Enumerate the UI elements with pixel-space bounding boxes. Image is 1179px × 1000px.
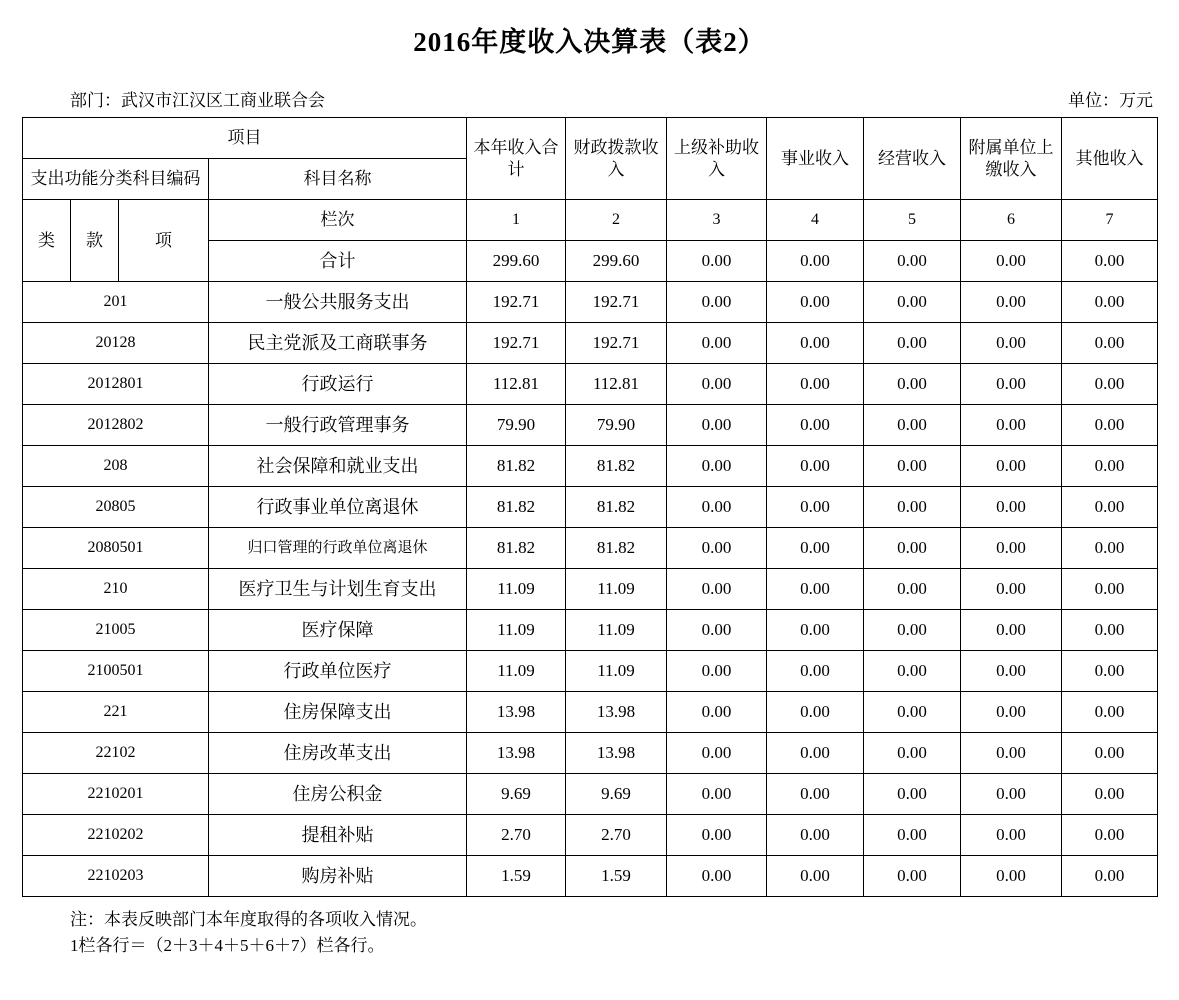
row-value-4: 0.00 [767, 856, 864, 897]
row-code: 2210202 [23, 815, 209, 856]
row-value-2: 81.82 [566, 528, 667, 569]
row-value-2: 11.09 [566, 651, 667, 692]
row-value-3: 0.00 [667, 569, 767, 610]
header-col-1: 本年收入合计 [467, 118, 566, 200]
row-value-2: 112.81 [566, 364, 667, 405]
row-value-6: 0.00 [961, 774, 1062, 815]
row-name: 住房保障支出 [209, 692, 467, 733]
row-name: 归口管理的行政单位离退休 [209, 528, 467, 569]
row-name: 购房补贴 [209, 856, 467, 897]
row-code: 2100501 [23, 651, 209, 692]
row-name: 一般行政管理事务 [209, 405, 467, 446]
row-value-2: 9.69 [566, 774, 667, 815]
row-value-4: 0.00 [767, 610, 864, 651]
page-title: 2016年度收入决算表（表2） [413, 27, 766, 57]
row-value-6: 0.00 [961, 528, 1062, 569]
document-page [0, 22, 1179, 1000]
row-value-6: 0.00 [961, 651, 1062, 692]
note-line-2: 1栏各行＝（2＋3＋4＋5＋6＋7）栏各行。 [70, 936, 385, 956]
total-value-5: 0.00 [864, 241, 961, 282]
row-value-2: 11.09 [566, 569, 667, 610]
row-code: 221 [23, 692, 209, 733]
row-code: 2210201 [23, 774, 209, 815]
header-col-7: 其他收入 [1062, 118, 1158, 200]
table-row [23, 569, 1158, 610]
header-col-4: 事业收入 [767, 118, 864, 200]
row-value-7: 0.00 [1062, 364, 1158, 405]
row-value-7: 0.00 [1062, 569, 1158, 610]
row-code: 2012802 [23, 405, 209, 446]
table-row [23, 774, 1158, 815]
row-value-3: 0.00 [667, 774, 767, 815]
row-value-3: 0.00 [667, 487, 767, 528]
table-row [23, 733, 1158, 774]
table-row [23, 856, 1158, 897]
header-col-2: 财政拨款收入 [566, 118, 667, 200]
row-name: 住房改革支出 [209, 733, 467, 774]
department-label: 部门：武汉市江汉区工商业联合会 [70, 91, 325, 110]
row-value-3: 0.00 [667, 446, 767, 487]
note-line-1: 注：本表反映部门本年度取得的各项收入情况。 [70, 910, 427, 929]
row-value-3: 0.00 [667, 651, 767, 692]
row-value-1: 112.81 [467, 364, 566, 405]
header-row-index-label: 栏次 [209, 200, 467, 241]
total-value-2: 299.60 [566, 241, 667, 282]
row-value-2: 192.71 [566, 323, 667, 364]
row-value-5: 0.00 [864, 651, 961, 692]
row-value-2: 81.82 [566, 446, 667, 487]
row-name: 住房公积金 [209, 774, 467, 815]
row-value-6: 0.00 [961, 610, 1062, 651]
row-name: 行政运行 [209, 364, 467, 405]
column-number-2: 2 [566, 200, 667, 241]
row-value-4: 0.00 [767, 446, 864, 487]
row-value-7: 0.00 [1062, 405, 1158, 446]
row-value-6: 0.00 [961, 405, 1062, 446]
row-value-3: 0.00 [667, 815, 767, 856]
row-value-5: 0.00 [864, 528, 961, 569]
row-code: 2080501 [23, 528, 209, 569]
row-value-2: 2.70 [566, 815, 667, 856]
row-value-5: 0.00 [864, 487, 961, 528]
row-code: 20805 [23, 487, 209, 528]
row-value-1: 11.09 [467, 610, 566, 651]
row-value-2: 192.71 [566, 282, 667, 323]
row-value-7: 0.00 [1062, 692, 1158, 733]
row-value-2: 81.82 [566, 487, 667, 528]
row-value-2: 13.98 [566, 692, 667, 733]
row-value-1: 11.09 [467, 651, 566, 692]
row-value-5: 0.00 [864, 856, 961, 897]
row-value-1: 81.82 [467, 487, 566, 528]
row-value-3: 0.00 [667, 733, 767, 774]
row-value-5: 0.00 [864, 282, 961, 323]
header-col-kuan: 款 [71, 200, 119, 282]
row-value-7: 0.00 [1062, 487, 1158, 528]
header-col-xiang: 项 [119, 200, 209, 282]
column-number-3: 3 [667, 200, 767, 241]
income-final-accounts-table [22, 117, 1158, 897]
row-value-1: 2.70 [467, 815, 566, 856]
row-value-6: 0.00 [961, 282, 1062, 323]
header-subject-name: 科目名称 [209, 159, 467, 200]
row-name: 医疗保障 [209, 610, 467, 651]
row-value-5: 0.00 [864, 733, 961, 774]
row-value-5: 0.00 [864, 692, 961, 733]
row-name: 医疗卫生与计划生育支出 [209, 569, 467, 610]
table-row [23, 446, 1158, 487]
meta-row [22, 86, 1157, 111]
total-value-3: 0.00 [667, 241, 767, 282]
table-notes [22, 907, 1157, 960]
header-col-class: 类 [23, 200, 71, 282]
row-value-1: 81.82 [467, 446, 566, 487]
total-value-7: 0.00 [1062, 241, 1158, 282]
row-value-6: 0.00 [961, 692, 1062, 733]
table-row [23, 651, 1158, 692]
header-func-code-group: 支出功能分类科目编码 [23, 159, 209, 200]
row-code: 210 [23, 569, 209, 610]
row-value-6: 0.00 [961, 487, 1062, 528]
row-value-4: 0.00 [767, 815, 864, 856]
row-name: 一般公共服务支出 [209, 282, 467, 323]
column-number-4: 4 [767, 200, 864, 241]
row-value-6: 0.00 [961, 569, 1062, 610]
row-value-5: 0.00 [864, 569, 961, 610]
row-value-4: 0.00 [767, 651, 864, 692]
row-value-7: 0.00 [1062, 815, 1158, 856]
row-name: 行政单位医疗 [209, 651, 467, 692]
row-value-1: 81.82 [467, 528, 566, 569]
row-value-7: 0.00 [1062, 651, 1158, 692]
row-code: 22102 [23, 733, 209, 774]
total-value-4: 0.00 [767, 241, 864, 282]
column-number-1: 1 [467, 200, 566, 241]
row-value-7: 0.00 [1062, 774, 1158, 815]
table-row [23, 282, 1158, 323]
row-value-7: 0.00 [1062, 733, 1158, 774]
row-value-4: 0.00 [767, 364, 864, 405]
row-value-4: 0.00 [767, 405, 864, 446]
row-value-3: 0.00 [667, 282, 767, 323]
row-value-6: 0.00 [961, 323, 1062, 364]
row-code: 20128 [23, 323, 209, 364]
row-value-5: 0.00 [864, 446, 961, 487]
total-row-label: 合计 [209, 241, 467, 282]
table-header-row-item [23, 118, 1158, 159]
row-value-6: 0.00 [961, 364, 1062, 405]
row-value-3: 0.00 [667, 856, 767, 897]
header-col-6: 附属单位上缴收入 [961, 118, 1062, 200]
row-value-5: 0.00 [864, 610, 961, 651]
row-value-1: 79.90 [467, 405, 566, 446]
row-value-2: 79.90 [566, 405, 667, 446]
row-value-3: 0.00 [667, 610, 767, 651]
table-row [23, 405, 1158, 446]
column-number-5: 5 [864, 200, 961, 241]
row-value-2: 11.09 [566, 610, 667, 651]
row-value-7: 0.00 [1062, 856, 1158, 897]
row-value-7: 0.00 [1062, 610, 1158, 651]
row-name: 社会保障和就业支出 [209, 446, 467, 487]
row-value-3: 0.00 [667, 323, 767, 364]
row-code: 208 [23, 446, 209, 487]
row-value-7: 0.00 [1062, 446, 1158, 487]
row-value-5: 0.00 [864, 405, 961, 446]
row-value-7: 0.00 [1062, 282, 1158, 323]
row-value-3: 0.00 [667, 528, 767, 569]
row-value-1: 11.09 [467, 569, 566, 610]
row-value-1: 192.71 [467, 323, 566, 364]
table-row [23, 528, 1158, 569]
unit-label: 单位：万元 [1068, 91, 1153, 110]
row-value-5: 0.00 [864, 815, 961, 856]
row-value-1: 1.59 [467, 856, 566, 897]
row-value-2: 1.59 [566, 856, 667, 897]
table-row [23, 364, 1158, 405]
row-name: 民主党派及工商联事务 [209, 323, 467, 364]
row-value-6: 0.00 [961, 733, 1062, 774]
row-code: 201 [23, 282, 209, 323]
row-value-1: 192.71 [467, 282, 566, 323]
table-row [23, 610, 1158, 651]
row-value-5: 0.00 [864, 774, 961, 815]
table-row [23, 487, 1158, 528]
row-value-7: 0.00 [1062, 528, 1158, 569]
total-value-1: 299.60 [467, 241, 566, 282]
table-header-row-index [23, 200, 1158, 241]
column-number-7: 7 [1062, 200, 1158, 241]
row-code: 21005 [23, 610, 209, 651]
row-value-3: 0.00 [667, 364, 767, 405]
row-value-5: 0.00 [864, 364, 961, 405]
column-number-6: 6 [961, 200, 1062, 241]
total-value-6: 0.00 [961, 241, 1062, 282]
header-col-5: 经营收入 [864, 118, 961, 200]
row-code: 2210203 [23, 856, 209, 897]
row-value-4: 0.00 [767, 692, 864, 733]
table-row [23, 323, 1158, 364]
header-col-3: 上级补助收入 [667, 118, 767, 200]
table-row [23, 815, 1158, 856]
row-value-1: 9.69 [467, 774, 566, 815]
row-value-4: 0.00 [767, 569, 864, 610]
row-value-3: 0.00 [667, 405, 767, 446]
row-value-2: 13.98 [566, 733, 667, 774]
row-name: 行政事业单位离退休 [209, 487, 467, 528]
row-value-4: 0.00 [767, 487, 864, 528]
row-value-6: 0.00 [961, 856, 1062, 897]
row-value-1: 13.98 [467, 692, 566, 733]
row-value-6: 0.00 [961, 446, 1062, 487]
row-name: 提租补贴 [209, 815, 467, 856]
table-row [23, 692, 1158, 733]
row-value-4: 0.00 [767, 528, 864, 569]
row-value-7: 0.00 [1062, 323, 1158, 364]
row-value-4: 0.00 [767, 323, 864, 364]
header-item-group: 项目 [23, 118, 467, 159]
row-value-3: 0.00 [667, 692, 767, 733]
row-value-1: 13.98 [467, 733, 566, 774]
row-value-6: 0.00 [961, 815, 1062, 856]
row-value-5: 0.00 [864, 323, 961, 364]
row-value-4: 0.00 [767, 733, 864, 774]
row-code: 2012801 [23, 364, 209, 405]
row-value-4: 0.00 [767, 774, 864, 815]
row-value-4: 0.00 [767, 282, 864, 323]
